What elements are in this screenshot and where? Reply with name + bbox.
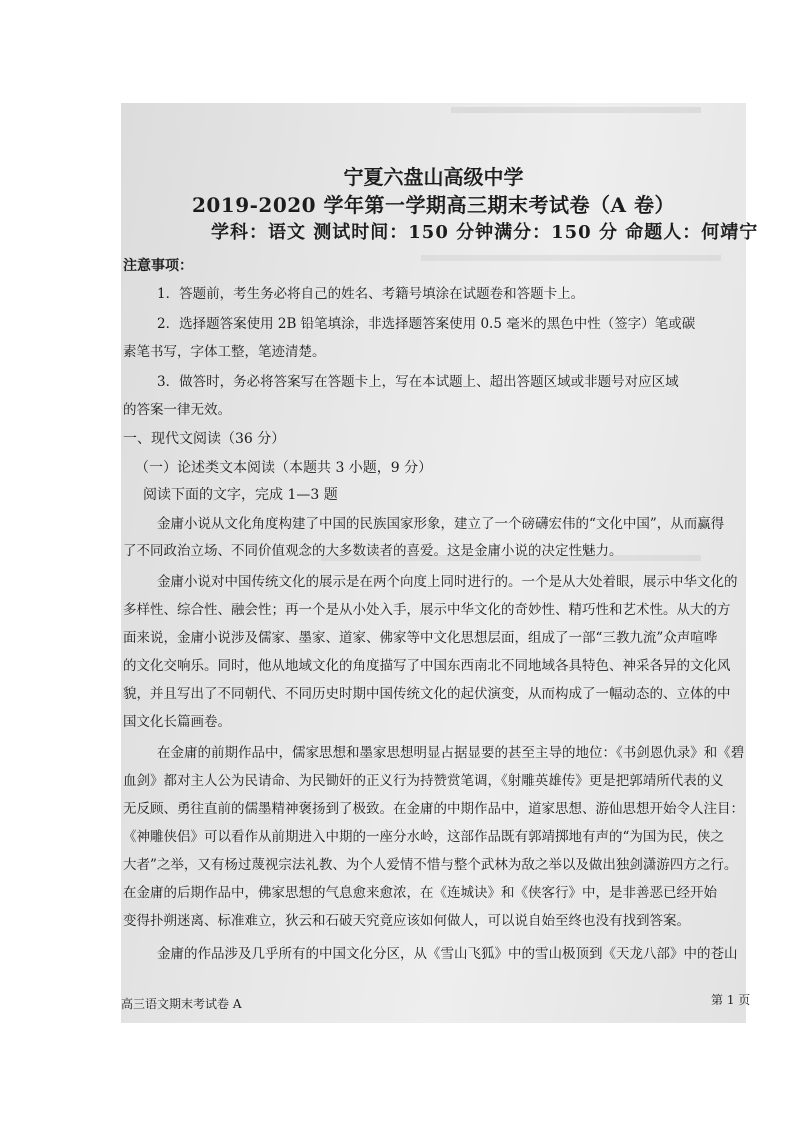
instruction: 阅读下面的文字，完成 1—3 题 — [143, 487, 338, 503]
passage-line: 金庸小说对中国传统文化的展示是在两个向度上同时进行的。一个是从大处着眼，展示中华文化的 — [157, 574, 738, 590]
page-number: 第 1 页 — [711, 993, 751, 1007]
section-title: 一、现代文阅读（36 分） — [123, 431, 286, 447]
exam-paper — [121, 103, 759, 1023]
passage-line: 变得扑朔迷离、标准难立，狄云和石破天究竟应该如何做人，可以说自始至终也没有找到答案。 — [123, 913, 690, 929]
notice-item: 素笔书写，字体工整，笔迹清楚。 — [123, 344, 326, 360]
notice-item: 2．选择题答案使用 2B 铅笔填涂，非选择题答案使用 0.5 毫米的黑色中性（签字）笔或碳 — [157, 316, 696, 332]
passage-line: 在金庸的后期作品中，佛家思想的气息愈来愈浓，在《连城诀》和《侠客行》中，是非善恶已经开始 — [123, 885, 717, 901]
passage-line: 的文化交响乐。同时，他从地域文化的角度描写了中国东西南北不同地域各具特色、神采各异的文化风 — [123, 658, 731, 674]
passage-line: 无反顾、勇往直前的儒墨精神褒扬到了极致。在金庸的中期作品中，道家思想、游仙思想开始令人注目： — [123, 801, 744, 817]
passage-line: 貌，并且写出了不同朝代、不同历史时期中国传统文化的起伏演变，从而构成了一幅动态的、立体的中 — [123, 686, 731, 702]
passage-line: 《神雕侠侣》可以看作从前期进入中期的一座分水岭，这部作品既有郭靖掷地有声的“为国为民，侠之 — [123, 829, 724, 845]
notice-item: 1．答题前，考生务必将自己的姓名、考籍号填涂在试题卷和答题卡上。 — [157, 286, 585, 302]
passage-line: 血剑》都对主人公为民请命、为民锄奸的正义行为持赞赏笔调，《射雕英雄传》更是把郭靖所代表的义 — [123, 773, 724, 789]
exam-info: 学科：语文 测试时间：150 分钟满分：150 分 命题人：何靖宁 — [211, 222, 759, 243]
passage-line: 了不同政治立场、不同价值观念的大多数读者的喜爱。这是金庸小说的决定性魅力。 — [123, 543, 623, 559]
passage-line: 金庸的作品涉及几乎所有的中国文化分区，从《雪山飞狐》中的雪山极顶到《天龙八部》中的苍山 — [157, 946, 738, 962]
passage-line: 在金庸的前期作品中，儒家思想和墨家思想明显占据显要的甚至主导的地位：《书剑恩仇录》和《碧 — [157, 745, 745, 761]
passage-line: 面来说，金庸小说涉及儒家、墨家、道家、佛家等中文化思想层面，组成了一部“三教九流”众声喧哗 — [123, 630, 718, 646]
passage-line: 多样性、综合性、融会性；再一个是从小处入手，展示中华文化的奇妙性、精巧性和艺术性。从大的方 — [123, 602, 731, 618]
exam-title: 2019-2020 学年第一学期高三期末考试卷（A 卷） — [191, 193, 676, 217]
footer-left: 高三语文期末考试卷 A — [121, 997, 242, 1011]
subsection-title: （一）论述类文本阅读（本题共 3 小题，9 分） — [135, 460, 433, 476]
bleed-through — [451, 107, 701, 113]
notice-item: 的答案一律无效。 — [123, 402, 231, 418]
passage-line: 大者”之举，又有杨过蔑视宗法礼教、为个人爱情不惜与整个武林为敌之举以及做出独剑潇游四方之行。 — [123, 857, 738, 873]
bleed-through — [421, 255, 721, 261]
school-title: 宁夏六盘山高级中学 — [343, 165, 524, 189]
passage-line: 国文化长篇画卷。 — [123, 714, 231, 730]
notice-item: 3．做答时，务必将答案写在答题卡上，写在本试题上、超出答题区域或非题号对应区域 — [157, 374, 679, 390]
notice-title: 注意事项： — [123, 258, 193, 274]
passage-line: 金庸小说从文化角度构建了中国的民族国家形象，建立了一个磅礴宏伟的“文化中国”，从而赢得 — [157, 516, 725, 532]
